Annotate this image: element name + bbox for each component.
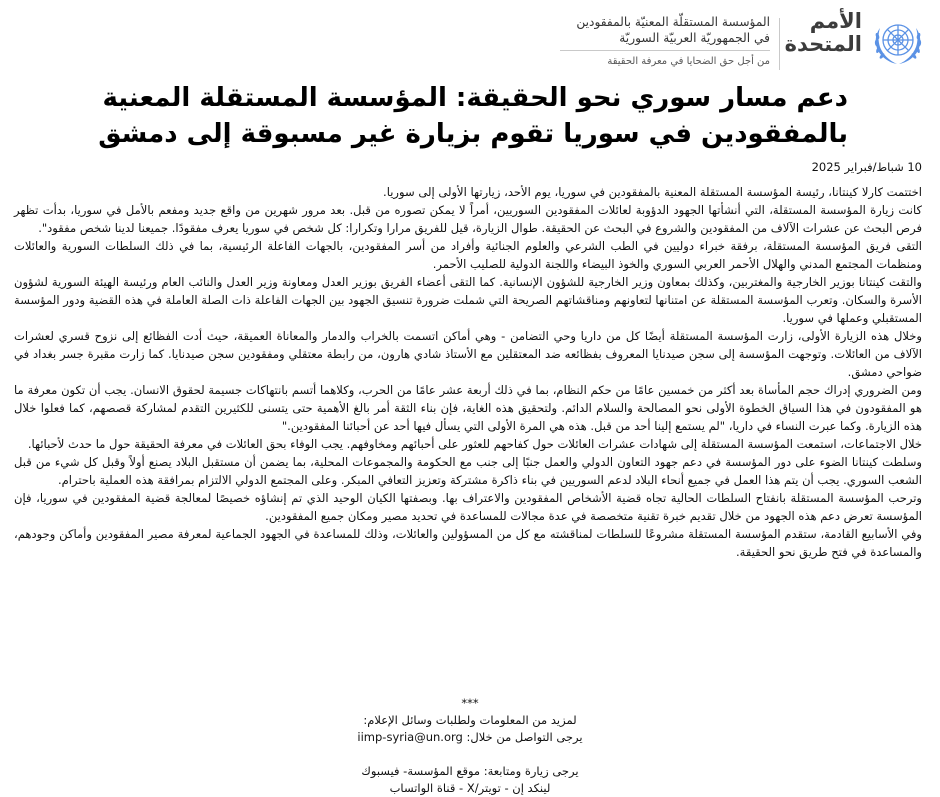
separator: *** xyxy=(461,696,479,710)
institution-name-line2: في الجمهوريّة العربيّة السوريّة xyxy=(619,31,770,45)
institution-name xyxy=(540,14,770,46)
paragraph: التقى فريق المؤسسة المستقلة، برفقة خبراء دوليين في الطب الشرعي والعلوم الجنائية وأفراد من أسر المفقودين، بالجهات الفاعلة الرئيسية، بما في ذلك السلطات السورية والعائلات ومنظمات المجتمع المدني والهلال الأحمر العربي السوري والخوذ البيضاء واللجنة الدولية للصليب الأحمر. xyxy=(14,239,922,271)
page-title-line2: بالمفقودين في سوريا تقوم بزيارة غير مسبوقة إلى دمشق xyxy=(98,119,848,149)
paragraph: اختتمت كارلا كينتانا، رئيسة المؤسسة المستقلة المعنية بالمفقودين في سوريا، يوم الأحد، زيارتها الأولى إلى سوريا. xyxy=(383,185,922,199)
contact-line xyxy=(0,729,940,746)
paragraph: والتقت كينتانا بوزير الخارجية والمغتربين، وكذلك بمعاون وزير الخارجية للشؤون الإنسانية. كما التقى أعضاء الفريق بوزير العدل ومعاونة وزير العدل والنائب العام ورئيسة الهيئة السورية لشؤون الأسرة والسكان. وتعرب المؤسسة المستقلة عن امتنانها لتعاونهم ومناقشاتهم الصريحة التي شملت ضرورة تنسيق الجهود بين الجهات الفاعلة ذات الصلة العاملة في هذه القضية ودور المؤسسة المستقبلي وعملها في سوريا. xyxy=(14,275,922,325)
visit-links-line[interactable]: يرجى زيارة ومتابعة: موقع المؤسسة- فيسبوك xyxy=(361,764,579,778)
un-emblem-icon xyxy=(870,14,926,70)
paragraph: وترحب المؤسسة المستقلة بانفتاح السلطات الحالية تجاه قضية الأشخاص المفقودين والاعتراف بها. وبصفتها الكيان الوحيد الذي تم إنشاؤه خصيصًا لمعالجة قضية المفقودين في سوريا، فإن المؤسسة تعرض دعم هذه الجهود من خلال تقديم خبرة تقنية متخصصة في عدة مجالات للمساعدة في تحديد مصير ومكان جميع المفقودين. xyxy=(14,491,922,523)
paragraph: وخلال هذه الزيارة الأولى، زارت المؤسسة المستقلة أيضًا كل من داريا وحي التضامن - وهي أماكن اتسمت بالخراب والدمار والمعاناة العميقة، حيث أدت الفظائع إلى نزوح قسري لعشرات الآلاف من العائلات. وتوجهت المؤسسة إلى سجن صيدنايا المعروف بفظائعه ضد المعتقلين مع الأستاذ شادي هارون، من رابطة معتقلي ومفقودين سجن صيدنايا. كما زارت مقبرة جسر بغداد في ضواحي دمشق. xyxy=(14,329,922,379)
contact-email-link[interactable]: iimp-syria@un.org xyxy=(357,730,463,744)
un-wordmark-line2: المتحدة xyxy=(784,32,862,56)
page-title xyxy=(88,80,848,152)
page-title-line1: دعم مسار سوري نحو الحقيقة: المؤسسة المستقلة المعنية xyxy=(102,83,848,113)
header xyxy=(546,8,926,74)
un-wordmark-line1: الأمم xyxy=(809,9,862,33)
article-body xyxy=(14,183,922,561)
header-divider xyxy=(779,18,780,70)
un-wordmark xyxy=(784,9,862,56)
institution-rule xyxy=(560,50,770,51)
paragraph: وفي الأسابيع القادمة، ستقدم المؤسسة المستقلة مشروعًا للسلطات لمناقشته مع كل من المسؤولين والعائلات، وذلك للمساعدة في الجهود الجماعية لمعرفة مصير المفقودين وأماكن وجودهم، والمساعدة في فتح طريق نحو الحقيقة. xyxy=(14,527,922,559)
institution-name-line1: المؤسسة المستقلّة المعنيّة بالمفقودين xyxy=(576,15,770,29)
paragraph: وسلطت كينتانا الضوء على دور المؤسسة في دعم جهود التعاون الدولي والعمل جنبًا إلى جنب مع الحكومة والمجموعات المحلية، بما يضمن أن مستقبل البلاد يصنع أولاً وقبل كل شيء من قبل الشعب السوري. يجب أن يتم هذا العمل في جميع أنحاء البلاد لدعم السوريين في بناء ذاكرة مشتركة وتعزيز التعافي المبكر. وعلى المجتمع الدولي الالتزام بمرافقة هذه العملية باحترام. xyxy=(14,455,922,487)
institution-tagline: من أجل حق الضحايا في معرفة الحقيقة xyxy=(607,56,770,67)
paragraph: خلال الاجتماعات، استمعت المؤسسة المستقلة إلى شهادات عشرات العائلات حول كفاحهم للعثور على أحبائهم ومخاوفهم. يجب الوفاء بحق العائلات في معرفة الحقيقة حول ما حدث لأحبائها. xyxy=(27,437,922,451)
publication-date: 10 شباط/فبراير 2025 xyxy=(811,160,922,174)
contact-prefix: يرجى التواصل من خلال: xyxy=(466,730,583,744)
contact-heading: لمزيد من المعلومات ولطلبات وسائل الإعلام: xyxy=(363,713,577,727)
social-links-line[interactable]: لينكد إن - تويتر/X - قناة الواتساب xyxy=(389,781,551,795)
paragraph: كانت زيارة المؤسسة المستقلة، التي أنشأتها الجهود الدؤوبة لعائلات المفقودين السوريين، أمراً لا يمكن تصوره من قبل. بعد مرور شهرين من واقع جديد ومفعم بالأمل في سوريا، بدأت تظهر فرص البحث عن عشرات الآلاف من المفقودين والشروع في البحث عن الحقيقة. طوال الزيارة، قيل للفريق مرارا وتكرارا: كل شخص في سوريا يعرف مفقودًا. جميعنا لدينا شخص مفقود". xyxy=(14,203,922,235)
paragraph: ومن الضروري إدراك حجم المأساة بعد أكثر من خمسين عامًا من حكم النظام، بما في ذلك أربعة عشر عامًا من الحرب، وكلاهما أتسم بانتهاكات جسيمة لحقوق الانسان. يجب أن تكون معرفة ما هو المفقودون في هذا السياق الخطوة الأولى نحو المصالحة والسلام الدائم. ولتحقيق هذه الغاية، فإن بناء الثقة أمر بالغ الأهمية حتى يتسنى للكثيرين التقدم لمشاركة قصصهم، كما فعلوا خلال هذه الزيارة. وكما عبرت النساء في داريا، "لم يستمع إلينا أحد من قبل. هذه هي المرة الأولى التي يسأل فيها أحد عن أحبائنا المفقودين." xyxy=(14,383,922,433)
contact-footer xyxy=(0,695,940,797)
footer-spacer xyxy=(0,746,940,763)
